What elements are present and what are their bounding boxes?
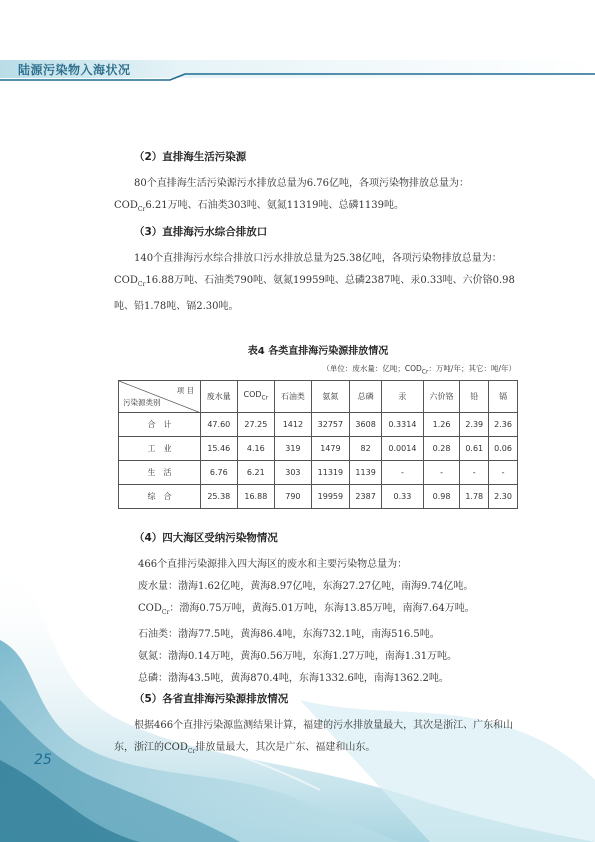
column-header: 氨氮: [311, 380, 349, 412]
table-cell: -: [489, 460, 518, 484]
section-paragraph-5: 根据466个直排污染源监测结果计算，福建的污水排放量最大，其次是浙江、广东和山东，浙江的$COD_{Cr}$排放量最大，其次是广东、福建和山东。: [114, 719, 514, 755]
table-cell: 0.3314: [382, 412, 424, 436]
table-cell: 1479: [311, 436, 349, 460]
table-cell: 11319: [311, 460, 349, 484]
emission-table: [118, 380, 518, 509]
table-cell: 27.25: [237, 412, 274, 436]
table-header-row: [119, 380, 518, 412]
row-label: 合 计: [119, 412, 201, 436]
table-row: [119, 436, 518, 460]
table-cell: 303: [275, 460, 312, 484]
section-heading-3: （3）直排海污水综合排放口: [134, 226, 268, 238]
column-header: 总磷: [350, 380, 382, 412]
table-cell: 2.30: [489, 484, 518, 508]
table-cell: 790: [275, 484, 312, 508]
table-cell: 19959: [311, 484, 349, 508]
section-paragraph-3: 140个直排海污水综合排放口污水排放总量为25.38亿吨，各项污染物排放总量为：$COD_{Cr}16.88$万吨、石油类790吨、氨氮19959吨、总磷2387吨、汞0.33吨、六价铬0.98吨、铅1.78吨、镉2.30吨。: [114, 253, 515, 312]
section-heading-4: （4）四大海区受纳污染物情况: [134, 531, 278, 544]
row-label: 工 业: [119, 436, 201, 460]
section-paragraph-2: 80个直排海生活污染源污水排放总量为6.76亿吨，各项污染物排放总量为：$COD_{Cr}6.21$万吨、石油类303吨、氨氮11319吨、总磷1139吨。: [114, 178, 469, 213]
table-cell: 1412: [275, 412, 312, 436]
table-cell: 2.39: [460, 412, 489, 436]
table-cell: 15.46: [201, 436, 238, 460]
row-label: 生 活: [119, 460, 201, 484]
section-4-line-oil: 石油类：渤海77.5吨，黄海86.4吨，东海732.1吨，南海516.5吨。: [138, 628, 440, 640]
table-cell: 0.28: [423, 436, 460, 460]
table-cell: 82: [350, 436, 382, 460]
page-number: 25: [34, 752, 52, 768]
table-cell: 6.21: [237, 460, 274, 484]
table-corner-cell: [119, 380, 201, 412]
table-cell: 25.38: [201, 484, 238, 508]
table-cell: 3608: [350, 412, 382, 436]
section-4-line-ammonia: 氨氮：渤海0.14万吨，黄海0.56万吨，东海1.27万吨，南海1.31万吨。: [138, 650, 458, 662]
section-4-line-phosphorus: 总磷：渤海43.5吨，黄海870.4吨，东海1332.6吨，南海1362.2吨。: [138, 672, 449, 684]
table-row: [119, 460, 518, 484]
table-cell: 1139: [350, 460, 382, 484]
table-row: [119, 412, 518, 436]
column-header: 镉: [489, 380, 518, 412]
table-cell: -: [460, 460, 489, 484]
column-header: $COD_{Cr}$: [237, 380, 274, 412]
table-row: [119, 484, 518, 508]
table-title: 表4 各类直排海污染源排放情况: [247, 346, 389, 357]
table-cell: 1.26: [423, 412, 460, 436]
table-cell: 4.16: [237, 436, 274, 460]
column-header: 汞: [382, 380, 424, 412]
table-cell: 47.60: [201, 412, 238, 436]
table-cell: 0.33: [382, 484, 424, 508]
section-4-line-wastewater: 废水量：渤海1.62亿吨，黄海8.97亿吨，东海27.27亿吨，南海9.74亿吨。: [138, 580, 474, 592]
main-content: [114, 150, 518, 763]
section-4-line-cod: $COD_{Cr}$：渤海0.75万吨，黄海5.01万吨，东海13.85万吨，南海7.64万吨。: [138, 602, 475, 616]
row-label: 综 合: [119, 484, 201, 508]
table-cell: 0.06: [489, 436, 518, 460]
table-cell: 1.78: [460, 484, 489, 508]
table-cell: 6.76: [201, 460, 238, 484]
table-cell: 16.88: [237, 484, 274, 508]
column-header: 石油类: [275, 380, 312, 412]
table-cell: 319: [275, 436, 312, 460]
section-heading-2: （2）直排海生活污染源: [134, 151, 247, 163]
table-cell: 0.98: [423, 484, 460, 508]
table-unit-note: （单位：废水量：亿吨；$COD_{Cr}$：万吨/年；其它：吨/年）: [322, 364, 516, 376]
section-4-intro: 466个直排污染源排入四大海区的废水和主要污染物总量为：: [138, 558, 408, 570]
column-header: 铅: [460, 380, 489, 412]
table-cell: 2.36: [489, 412, 518, 436]
column-header: 废水量: [201, 380, 238, 412]
table-cell: 0.0014: [382, 436, 424, 460]
section-heading-5: （5）各省直排海污染源排放情况: [134, 692, 289, 705]
column-header: 六价铬: [423, 380, 460, 412]
table-cell: 0.61: [460, 436, 489, 460]
table-cell: 2387: [350, 484, 382, 508]
corner-label-items: 项 目: [176, 385, 194, 395]
table-cell: 32757: [311, 412, 349, 436]
corner-label-category: 污染源类别: [123, 397, 161, 407]
table-cell: -: [382, 460, 424, 484]
table-cell: -: [423, 460, 460, 484]
running-header-title: 陆源污染物入海状况: [18, 63, 131, 77]
